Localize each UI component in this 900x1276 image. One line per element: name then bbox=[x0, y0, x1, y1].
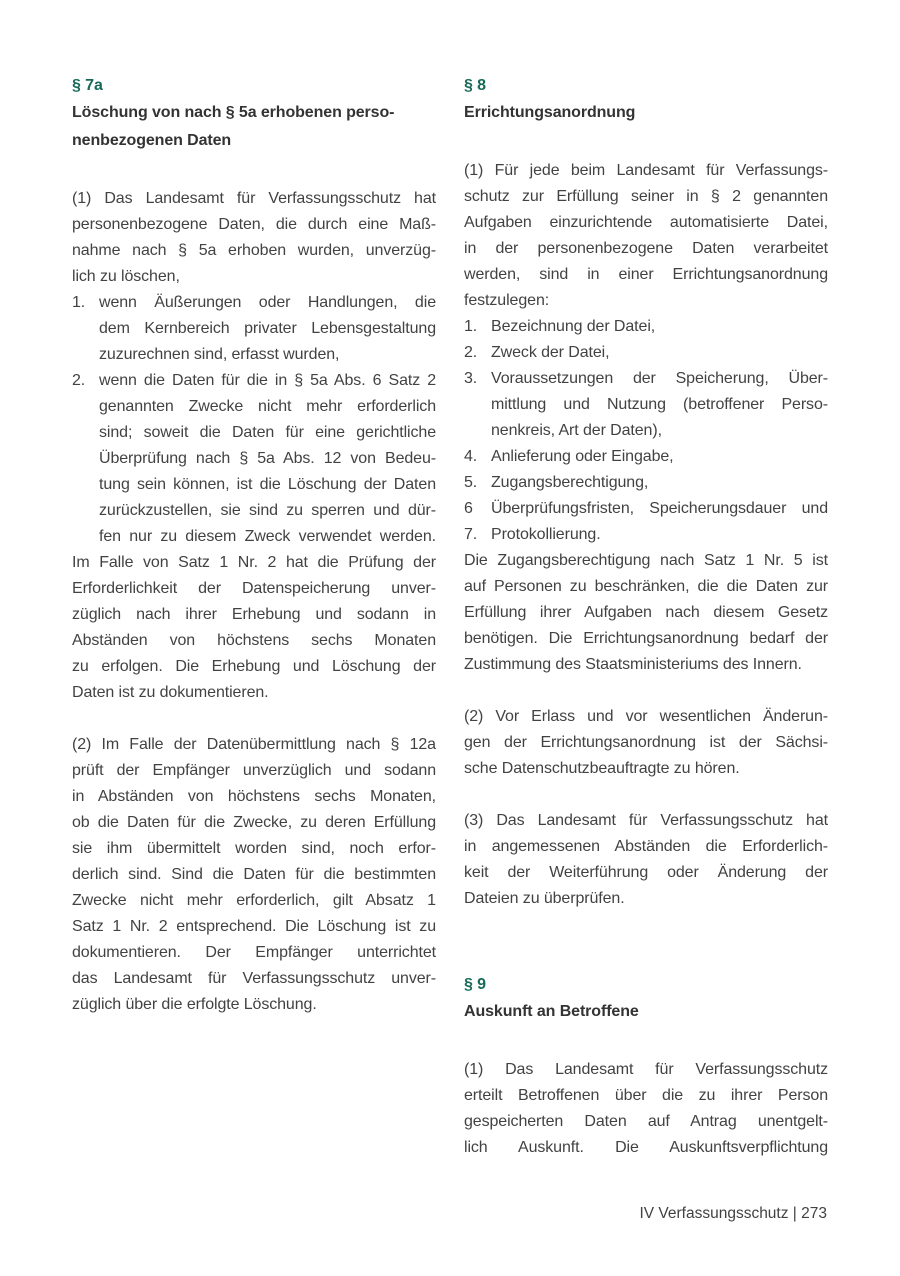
list-item-body bbox=[99, 290, 436, 368]
paragraph-line: gespeicherten Daten auf Antrag unentgelt- bbox=[464, 1113, 828, 1131]
list-item-number: 5. bbox=[464, 474, 478, 492]
paragraph-line: in Abständen von höchstens sechs Monaten, bbox=[72, 788, 436, 806]
list-item bbox=[464, 470, 828, 496]
paragraph-line: zu erfolgen. Die Erhebung und Löschung der bbox=[72, 658, 436, 676]
paragraph-line: sie ihm übermittelt worden sind, noch erfor- bbox=[72, 840, 436, 858]
list-item bbox=[464, 444, 828, 470]
spacer bbox=[464, 912, 828, 972]
paragraph bbox=[464, 548, 828, 678]
section-title-line: Auskunft an Betroffene bbox=[464, 1002, 639, 1020]
footer-text: IV Verfassungsschutz | 273 bbox=[639, 1205, 827, 1222]
spacer bbox=[72, 155, 436, 186]
paragraph-line: festzulegen: bbox=[464, 292, 550, 310]
list-item-number: 2. bbox=[72, 372, 86, 390]
list-item-line: Überprüfungsfristen, Speicherungsdauer und bbox=[491, 500, 828, 518]
paragraph-line: sche Datenschutzbeauftragte zu hören. bbox=[464, 760, 740, 778]
paragraph-line: Aufgaben einzurichtende automatisierte Datei, bbox=[464, 214, 828, 232]
paragraph-line: Erfüllung ihrer Aufgaben nach diesem Gesetz bbox=[464, 604, 828, 622]
list-item-line: Bezeichnung der Datei, bbox=[491, 318, 656, 336]
list-item-line: fen nur zu diesem Zweck verwendet werden. bbox=[99, 528, 436, 546]
paragraph-line: nahme nach § 5a erhoben wurden, unverzüg- bbox=[72, 242, 436, 260]
list-item-line: Protokollierung. bbox=[491, 526, 601, 544]
paragraph-line: in der personenbezogene Daten verarbeitet bbox=[464, 240, 828, 258]
list-item-line: dem Kernbereich privater Lebensgestaltung bbox=[99, 320, 436, 338]
paragraph-line: züglich nach ihrer Erhebung und sodann in bbox=[72, 606, 436, 624]
paragraph-line: lich zu löschen, bbox=[72, 268, 180, 286]
paragraph-line: schutz zur Erfüllung seiner in § 2 genannten bbox=[464, 188, 828, 206]
section-title bbox=[464, 998, 828, 1026]
paragraph bbox=[464, 158, 828, 314]
paragraph bbox=[464, 1057, 828, 1161]
list-item-number: 6 bbox=[464, 500, 473, 518]
paragraph bbox=[464, 704, 828, 782]
section-title-line: nenbezogenen Daten bbox=[72, 132, 232, 149]
paragraph bbox=[72, 550, 436, 706]
section-title bbox=[464, 99, 828, 127]
list-item-body bbox=[99, 368, 436, 550]
list-item bbox=[464, 366, 828, 444]
paragraph-line: personenbezogene Daten, die durch eine Maß- bbox=[72, 216, 436, 234]
paragraph-line: dokumentieren. Der Empfänger unterrichtet bbox=[72, 944, 436, 962]
paragraph-line: (2) Im Falle der Datenübermittlung nach § 12a bbox=[72, 736, 436, 754]
list-item-body bbox=[491, 470, 828, 496]
section-number: § 8 bbox=[464, 77, 486, 94]
list-item-line: Überprüfung nach § 5a Abs. 12 von Bedeu- bbox=[99, 450, 436, 468]
list-item-line: nenkreis, Art der Daten), bbox=[491, 422, 662, 440]
list-item-line: wenn die Daten für die in § 5a Abs. 6 Satz 2 bbox=[99, 372, 436, 390]
spacer bbox=[464, 1026, 828, 1057]
list-item-number: 4. bbox=[464, 448, 478, 466]
paragraph-line: züglich über die erfolgte Löschung. bbox=[72, 996, 317, 1014]
paragraph-line: Die Zugangsberechtigung nach Satz 1 Nr. 5 ist bbox=[464, 552, 828, 570]
list-item bbox=[464, 340, 828, 366]
paragraph-line: Im Falle von Satz 1 Nr. 2 hat die Prüfung der bbox=[72, 554, 436, 572]
spacer bbox=[464, 782, 828, 808]
list-item bbox=[72, 368, 436, 550]
paragraph-line: in angemessenen Abständen die Erforderlich- bbox=[464, 838, 828, 856]
list-item-body bbox=[491, 340, 828, 366]
list-item bbox=[72, 290, 436, 368]
list-item-number: 1. bbox=[72, 294, 86, 312]
paragraph-line: Dateien zu überprüfen. bbox=[464, 890, 625, 908]
list-item-line: wenn Äußerungen oder Handlungen, die bbox=[99, 294, 436, 312]
section-title-line: Löschung von nach § 5a erhobenen perso- bbox=[72, 104, 395, 121]
paragraph-line: Erforderlichkeit der Datenspeicherung unver- bbox=[72, 580, 436, 598]
paragraph-line: ob die Daten für die Zwecke, zu deren Erfüllung bbox=[72, 814, 436, 832]
paragraph-line: (1) Das Landesamt für Verfassungsschutz hat bbox=[72, 190, 436, 208]
section-number: § 9 bbox=[464, 975, 486, 993]
list-item-number: 1. bbox=[464, 318, 478, 336]
list-item-line: zurückzustellen, sie sind zu sperren und dür- bbox=[99, 502, 436, 520]
paragraph-line: Zwecke nicht mehr erforderlich, gilt Absatz 1 bbox=[72, 892, 436, 910]
list-item-body bbox=[491, 522, 828, 548]
paragraph-line: auf Personen zu beschränken, die die Daten zur bbox=[464, 578, 828, 596]
spacer bbox=[464, 127, 828, 158]
paragraph-line: (1) Für jede beim Landesamt für Verfassungs- bbox=[464, 162, 828, 180]
paragraph-line: Satz 1 Nr. 2 entsprechend. Die Löschung ist zu bbox=[72, 918, 436, 936]
paragraph-line: (3) Das Landesamt für Verfassungsschutz hat bbox=[464, 812, 828, 830]
paragraph-line: (2) Vor Erlass und vor wesentlichen Änderun- bbox=[464, 708, 828, 726]
list-item-line: Zugangsberechtigung, bbox=[491, 474, 649, 492]
paragraph-line: lich Auskunft. Die Auskunftsverpflichtung bbox=[464, 1139, 828, 1157]
paragraph-line: das Landesamt für Verfassungsschutz unver- bbox=[72, 970, 436, 988]
paragraph-line: prüft der Empfänger unverzüglich und sodann bbox=[72, 762, 436, 780]
list-item-line: genannten Zwecke nicht mehr erforderlich bbox=[99, 398, 436, 416]
list-item-body bbox=[491, 496, 828, 522]
list-item-line: mittlung und Nutzung (betroffener Perso- bbox=[491, 396, 828, 414]
list-item-number: 3. bbox=[464, 370, 478, 388]
paragraph-line: keit der Weiterführung oder Änderung der bbox=[464, 864, 828, 882]
section-number: § 7a bbox=[72, 77, 103, 94]
list-item-line: Voraussetzungen der Speicherung, Über- bbox=[491, 370, 828, 388]
list-item bbox=[464, 314, 828, 340]
left-column bbox=[72, 73, 436, 1161]
list-item-body bbox=[491, 314, 828, 340]
paragraph-line: werden, sind in einer Errichtungsanordnung bbox=[464, 266, 828, 284]
list-item bbox=[464, 522, 828, 548]
list-item-line: sind; soweit die Daten für eine gerichtliche bbox=[99, 424, 436, 442]
paragraph bbox=[72, 732, 436, 1018]
spacer bbox=[72, 706, 436, 732]
paragraph-line: benötigen. Die Errichtungsanordnung bedarf der bbox=[464, 630, 828, 648]
list-item-number: 2. bbox=[464, 344, 478, 362]
list-item-line: zuzurechnen sind, erfasst wurden, bbox=[99, 346, 340, 364]
paragraph-line: (1) Das Landesamt für Verfassungsschutz bbox=[464, 1061, 828, 1079]
list-item-line: tung sein können, ist die Löschung der Daten bbox=[99, 476, 436, 494]
spacer bbox=[464, 678, 828, 704]
page-content bbox=[72, 73, 828, 1161]
list-item bbox=[464, 496, 828, 522]
paragraph-line: Abständen von höchstens sechs Monaten bbox=[72, 632, 436, 650]
paragraph-line: Zustimmung des Staatsministeriums des Innern. bbox=[464, 656, 802, 674]
list-item-body bbox=[491, 444, 828, 470]
paragraph-line: Daten ist zu dokumentieren. bbox=[72, 684, 269, 702]
paragraph-line: gen der Errichtungsanordnung ist der Sächsi- bbox=[464, 734, 828, 752]
paragraph bbox=[464, 808, 828, 912]
paragraph bbox=[72, 186, 436, 290]
list-item-line: Anlieferung oder Eingabe, bbox=[491, 448, 674, 466]
paragraph-line: erteilt Betroffenen über die zu ihrer Person bbox=[464, 1087, 828, 1105]
right-column bbox=[464, 73, 828, 1161]
paragraph-line: derlich sind. Sind die Daten für die bestimmten bbox=[72, 866, 436, 884]
list-item-line: Zweck der Datei, bbox=[491, 344, 610, 362]
list-item-number: 7. bbox=[464, 526, 478, 544]
page-footer bbox=[639, 1205, 827, 1223]
section-title bbox=[72, 99, 436, 155]
section-title-line: Errichtungsanordnung bbox=[464, 104, 636, 121]
list-item-body bbox=[491, 366, 828, 444]
